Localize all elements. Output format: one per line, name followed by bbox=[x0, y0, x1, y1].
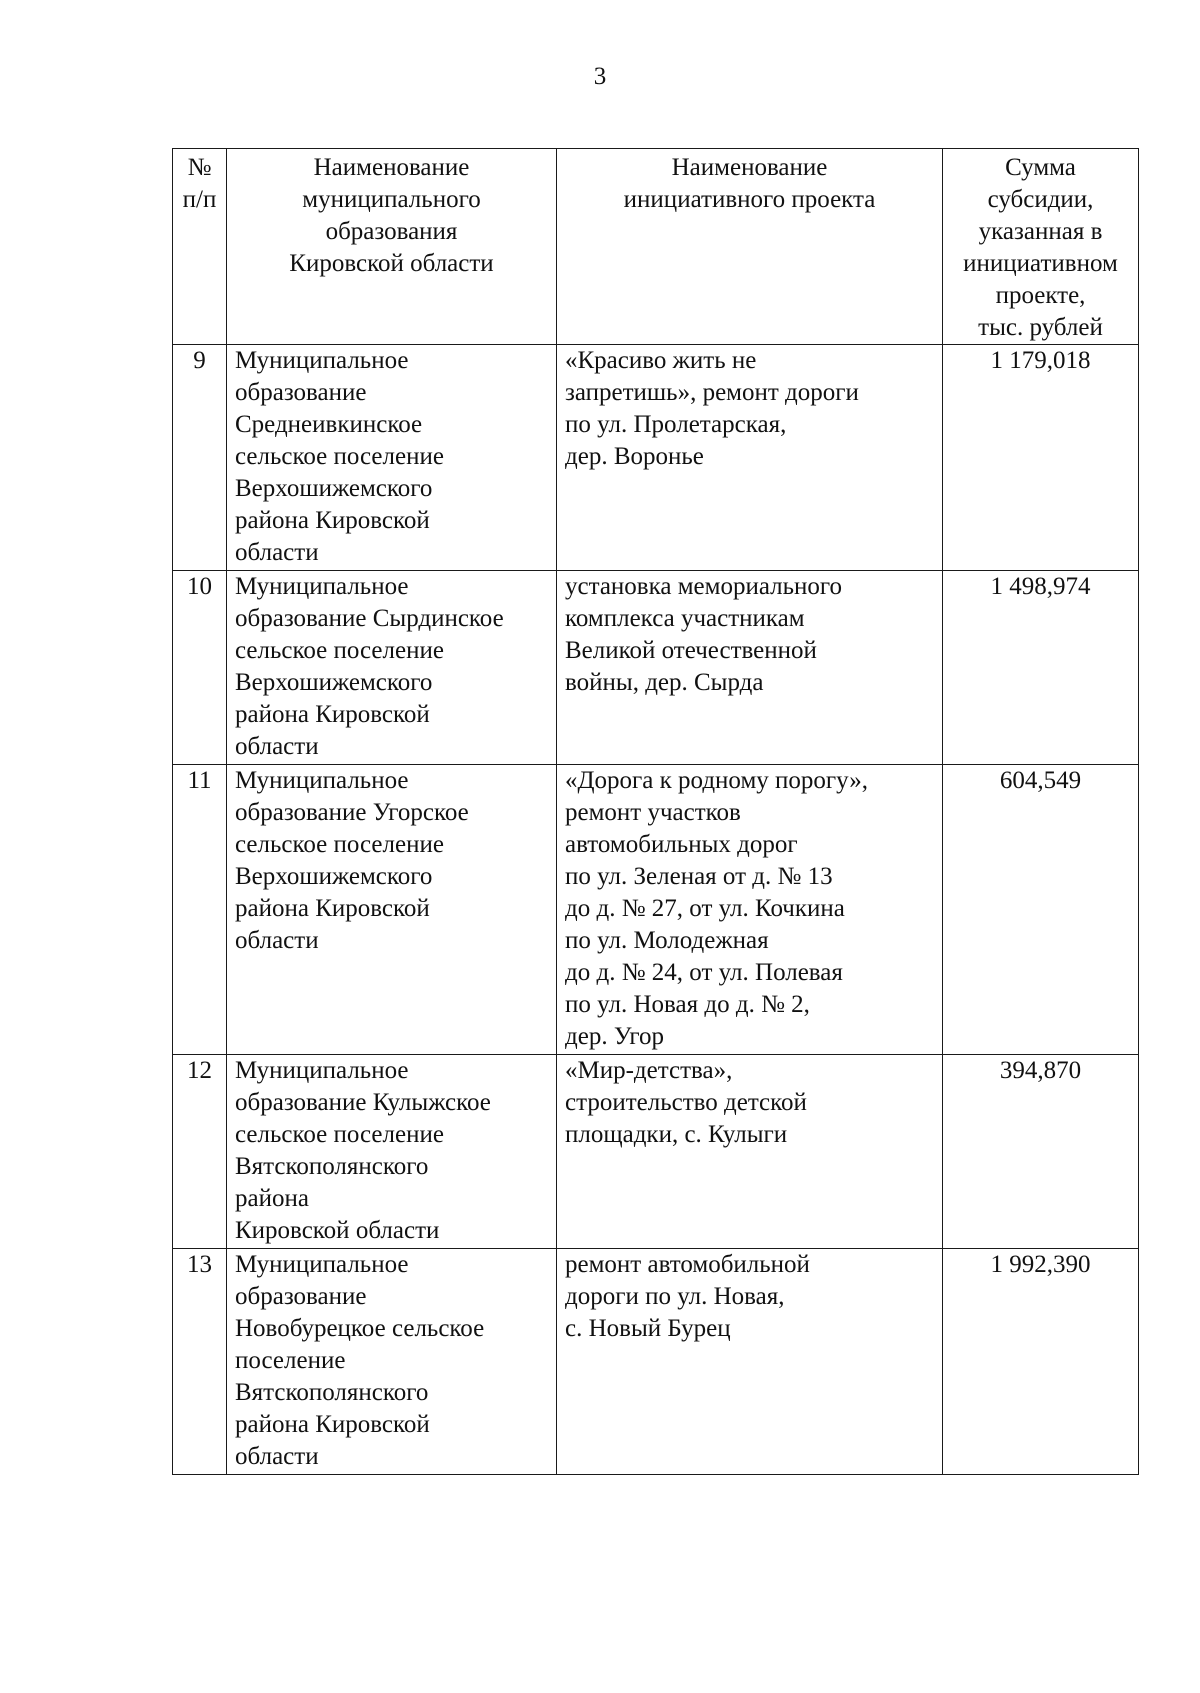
header-sum: Сумма субсидии, указанная в инициативном проекте, тыс. рублей bbox=[943, 149, 1139, 345]
subsidy-amount: 604,549 bbox=[943, 765, 1139, 1055]
row-number: 12 bbox=[173, 1055, 227, 1249]
table-header-row bbox=[173, 149, 1139, 345]
project-name: установка мемориального комплекса участникам Великой отечественной войны, дер. Сырда bbox=[557, 571, 943, 765]
row-number: 9 bbox=[173, 345, 227, 571]
municipality-name: Муниципальное образование Кулыжское сельское поселение Вятскополянского района Кировской области bbox=[227, 1055, 557, 1249]
table-row bbox=[173, 1249, 1139, 1475]
project-name: «Дорога к родному порогу», ремонт участков автомобильных дорог по ул. Зеленая от д. № 13 до д. № 27, от ул. Кочкина по ул. Молодежная до д. № 24, от ул. Полевая по ул. Новая до д. № 2, дер. Угор bbox=[557, 765, 943, 1055]
header-project: Наименование инициативного проекта bbox=[557, 149, 943, 345]
header-number: № п/п bbox=[173, 149, 227, 345]
subsidy-amount: 1 179,018 bbox=[943, 345, 1139, 571]
row-number: 11 bbox=[173, 765, 227, 1055]
project-name: ремонт автомобильной дороги по ул. Новая, с. Новый Бурец bbox=[557, 1249, 943, 1475]
table-row bbox=[173, 1055, 1139, 1249]
table-row bbox=[173, 345, 1139, 571]
table-row bbox=[173, 571, 1139, 765]
subsidy-amount: 1 992,390 bbox=[943, 1249, 1139, 1475]
row-number: 13 bbox=[173, 1249, 227, 1475]
row-number: 10 bbox=[173, 571, 227, 765]
subsidy-table bbox=[172, 148, 1139, 1475]
header-municipality: Наименование муниципального образования Кировской области bbox=[227, 149, 557, 345]
subsidy-amount: 394,870 bbox=[943, 1055, 1139, 1249]
project-name: «Мир-детства», строительство детской площадки, с. Кулыги bbox=[557, 1055, 943, 1249]
municipality-name: Муниципальное образование Новобурецкое сельское поселение Вятскополянского района Кировской области bbox=[227, 1249, 557, 1475]
subsidy-amount: 1 498,974 bbox=[943, 571, 1139, 765]
municipality-name: Муниципальное образование Среднеивкинское сельское поселение Верхошижемского района Кировской области bbox=[227, 345, 557, 571]
page-number: 3 bbox=[593, 63, 607, 90]
municipality-name: Муниципальное образование Сырдинское сельское поселение Верхошижемского района Кировской области bbox=[227, 571, 557, 765]
project-name: «Красиво жить не запретишь», ремонт дороги по ул. Пролетарская, дер. Воронье bbox=[557, 345, 943, 571]
table-row bbox=[173, 765, 1139, 1055]
municipality-name: Муниципальное образование Угорское сельское поселение Верхошижемского района Кировской области bbox=[227, 765, 557, 1055]
